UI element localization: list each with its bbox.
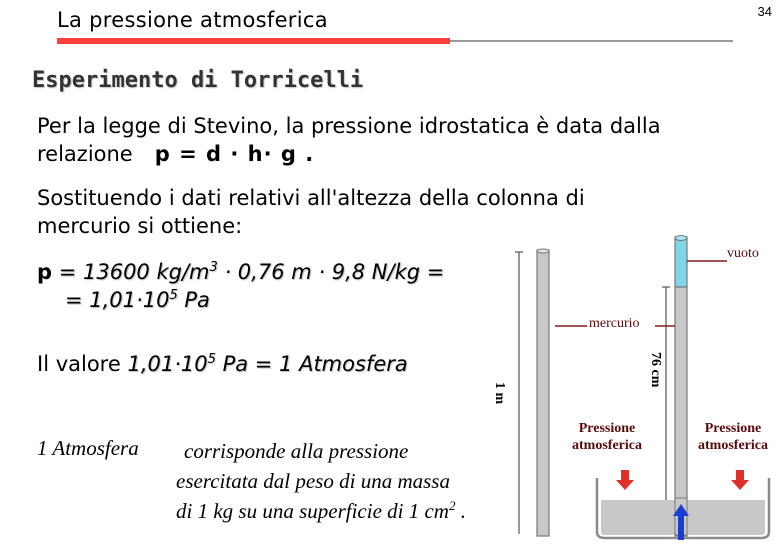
left-tube (537, 250, 549, 536)
atm-desc-line-2: esercitata dal peso di una massa (176, 469, 450, 493)
label-mercurio: mercurio (589, 316, 640, 331)
torricelli-diagram (492, 232, 780, 540)
valore-rest: Pa = 1 Atmosfera (215, 352, 408, 376)
atmosfera-label: 1 Atmosfera (37, 436, 139, 460)
torricelli-diagram-svg (505, 232, 780, 540)
pressure-arrow-right (731, 470, 749, 490)
valore-exp: 5 (207, 352, 216, 367)
calc-line2-text: = 1,01·10 (65, 288, 170, 312)
paragraph-valore (37, 350, 408, 378)
valore-lead: Il valore (37, 352, 128, 376)
label-pressione-right: Pressione atmosferica (698, 421, 768, 453)
calc-variable: p (37, 260, 53, 284)
calc-exp1: 3 (209, 260, 218, 275)
section-heading: Esperimento di Torricelli (32, 68, 364, 93)
label-vuoto: vuoto (727, 246, 759, 261)
calc-line1-text: = 13600 kg/m (52, 260, 210, 284)
title-underline-red (57, 38, 450, 44)
pressure-arrow-left (616, 470, 634, 490)
calculation-line-2 (65, 286, 210, 314)
valore-number: 1,01·10 (127, 352, 208, 376)
label-pressione-left: Pressione atmosferica (572, 421, 642, 453)
calc-exp2: 5 (169, 288, 178, 303)
atmosfera-description (176, 436, 466, 526)
paragraph-stevino (37, 112, 767, 168)
title-underline-gray (450, 40, 733, 42)
vacuum-region (675, 237, 687, 287)
paragraph-sostituendo: Sostituendo i dati relativi all'altezza della colonna di mercurio si ottiene: (37, 186, 585, 238)
label-one-meter: 1 m (492, 382, 507, 405)
paragraph-stevino-text: Per la legge di Stevino, la pressione idrostatica è data dalla relazione (37, 114, 661, 166)
calculation-line-1 (37, 258, 444, 286)
calc-line2-rest: Pa (177, 288, 210, 312)
atm-desc-line-3: di 1 kg su una superficie di 1 $cm^2$ . (176, 498, 466, 523)
stevino-formula: p = d · h· g . (154, 142, 315, 166)
slide-title: La pressione atmosferica (57, 8, 328, 32)
label-seventy-six-cm: 76 cm (648, 352, 663, 388)
page-number: 34 (757, 4, 772, 19)
atm-desc-line-1: corrisponde alla pressione (184, 439, 409, 463)
calc-line1-rest: · 0,76 m · 9,8 N/kg = (217, 260, 445, 284)
